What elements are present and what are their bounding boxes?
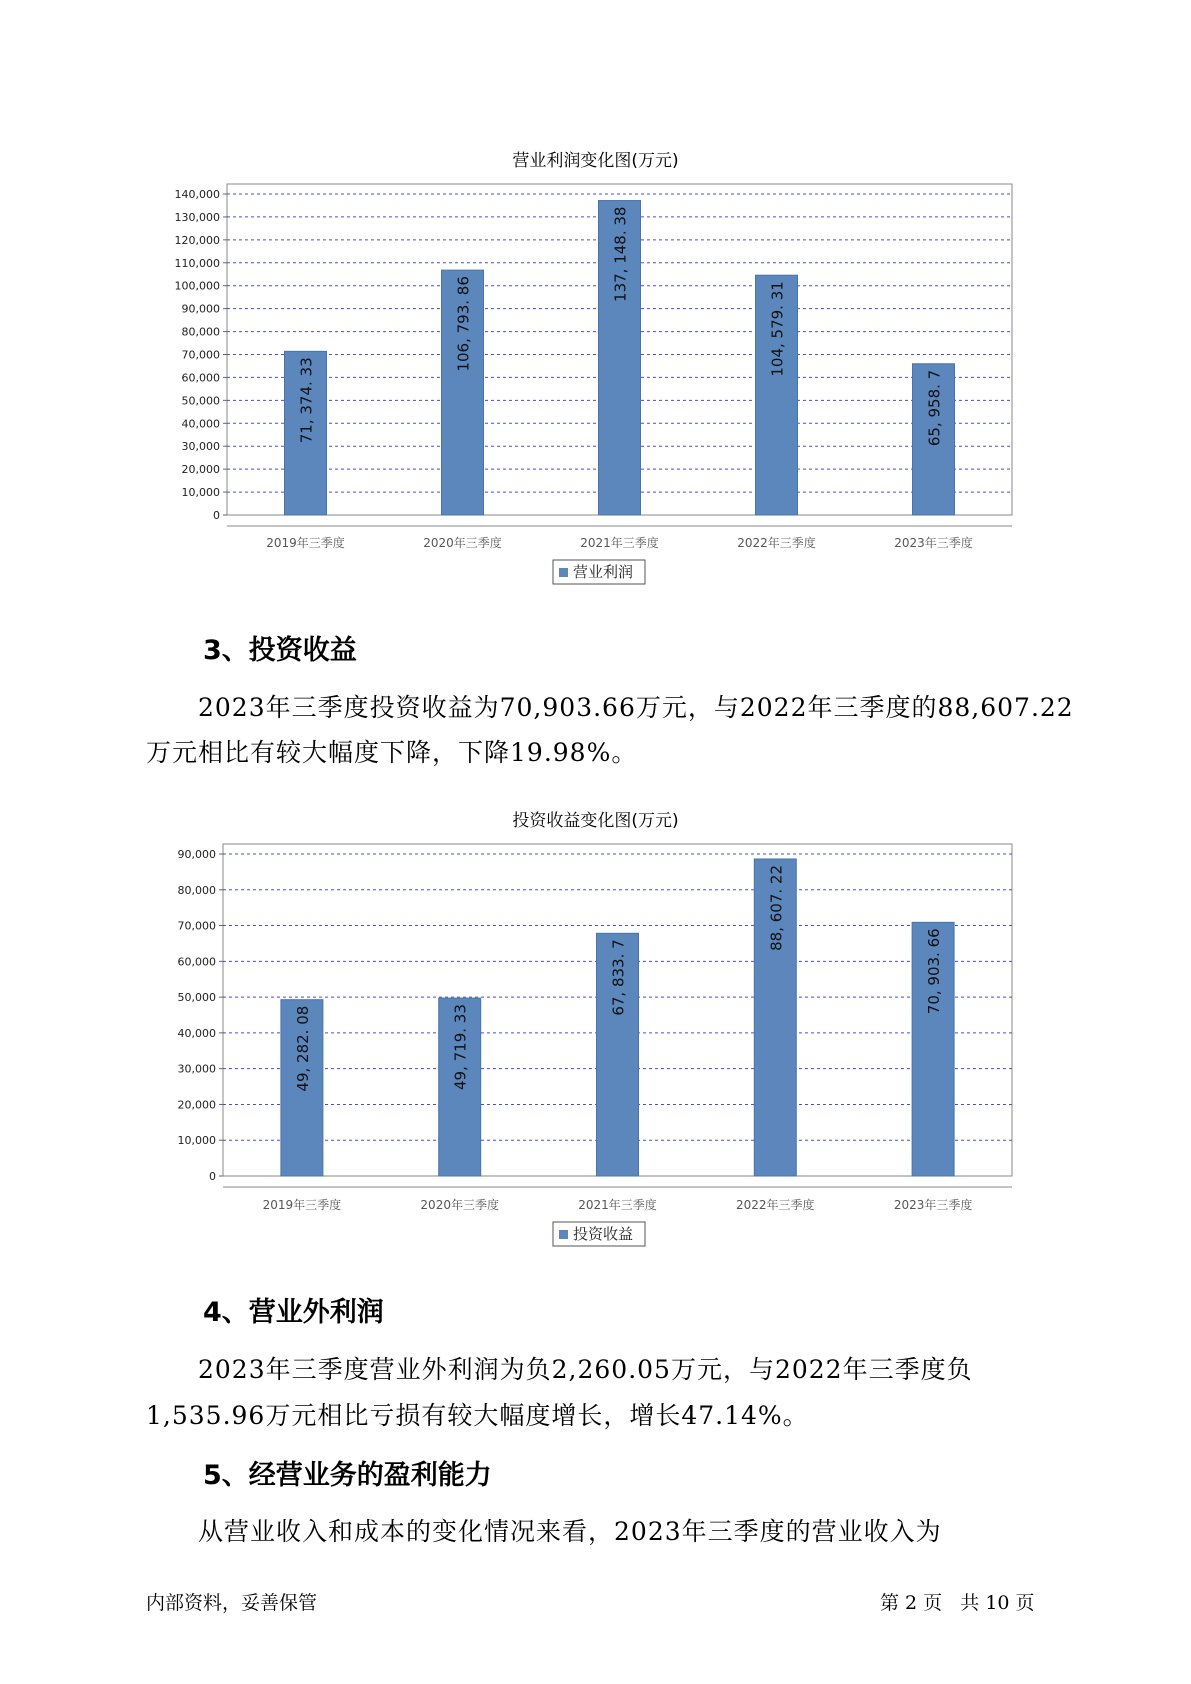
y-tick-label: 60,000 <box>177 955 216 969</box>
y-tick-label: 10,000 <box>181 486 220 500</box>
data-label: 65, 958. 7 <box>925 369 944 447</box>
legend-label: 投资收益 <box>573 1225 634 1243</box>
data-label: 71, 374. 33 <box>297 357 316 444</box>
data-label: 106, 793. 86 <box>454 276 473 372</box>
x-tick-label: 2022年三季度 <box>737 536 816 550</box>
chart-title-operating-profit: 营业利润变化图(万元) <box>512 151 679 171</box>
y-tick-label: 70,000 <box>177 919 216 933</box>
data-label: 137, 148. 38 <box>611 206 630 302</box>
chart-title-investment-income: 投资收益变化图(万元) <box>512 811 679 831</box>
y-tick-label: 30,000 <box>177 1062 216 1076</box>
y-tick-label: 0 <box>209 1170 216 1183</box>
y-tick-label: 50,000 <box>177 991 216 1005</box>
section-4-heading: 4、营业外利润 <box>203 1297 384 1328</box>
data-label: 88, 607. 22 <box>767 864 786 951</box>
y-tick-label: 110,000 <box>174 256 220 270</box>
y-tick-label: 50,000 <box>181 394 220 408</box>
operating-profit-chart <box>0 170 1191 610</box>
section-3-line-1: 2023年三季度投资收益为70,903.66万元，与2022年三季度的88,607.22 <box>198 693 1074 722</box>
footer-confidential-note: 内部资料，妥善保管 <box>146 1592 318 1614</box>
footer-page-number: 第 2 页 共 10 页 <box>880 1592 1035 1614</box>
y-tick-label: 140,000 <box>174 188 220 201</box>
x-tick-label: 2023年三季度 <box>894 536 973 550</box>
section-5-line-1: 从营业收入和成本的变化情况来看，2023年三季度的营业收入为 <box>198 1517 942 1546</box>
y-tick-label: 10,000 <box>177 1134 216 1148</box>
x-tick-label: 2021年三季度 <box>580 536 659 550</box>
y-tick-label: 100,000 <box>174 279 220 293</box>
y-tick-label: 30,000 <box>181 440 220 454</box>
y-tick-label: 0 <box>213 509 220 522</box>
y-tick-label: 80,000 <box>181 325 220 339</box>
y-tick-label: 40,000 <box>177 1026 216 1040</box>
x-tick-label: 2019年三季度 <box>266 536 345 550</box>
section-4-line-1: 2023年三季度营业外利润为负2,260.05万元，与2022年三季度负 <box>198 1355 973 1384</box>
y-tick-label: 130,000 <box>174 210 220 224</box>
data-label: 49, 719. 33 <box>451 1004 470 1091</box>
section-3-line-2: 万元相比有较大幅度下降，下降19.98%。 <box>146 738 638 767</box>
data-label: 49, 282. 08 <box>293 1005 312 1092</box>
section-3-heading: 3、投资收益 <box>203 635 357 666</box>
y-tick-label: 80,000 <box>177 883 216 897</box>
x-tick-label: 2020年三季度 <box>420 1198 499 1212</box>
y-tick-label: 70,000 <box>181 348 220 362</box>
y-tick-label: 120,000 <box>174 233 220 247</box>
x-tick-label: 2023年三季度 <box>893 1198 973 1212</box>
y-tick-label: 40,000 <box>181 417 220 431</box>
data-label: 67, 833. 7 <box>609 939 628 1016</box>
section-5-heading: 5、经营业务的盈利能力 <box>203 1460 492 1491</box>
y-tick-label: 20,000 <box>181 463 220 477</box>
x-tick-label: 2021年三季度 <box>578 1198 657 1212</box>
x-tick-label: 2022年三季度 <box>736 1198 815 1212</box>
section-4-line-2: 1,535.96万元相比亏损有较大幅度增长，增长47.14%。 <box>146 1401 809 1430</box>
y-tick-label: 20,000 <box>177 1098 216 1112</box>
investment-income-chart <box>0 830 1191 1250</box>
y-tick-label: 60,000 <box>181 371 220 385</box>
data-label: 70, 903. 66 <box>925 928 944 1015</box>
legend-label: 营业利润 <box>573 563 634 581</box>
x-tick-label: 2020年三季度 <box>423 536 502 550</box>
legend-swatch <box>559 1230 568 1239</box>
data-label: 104, 579. 31 <box>768 281 787 377</box>
y-tick-label: 90,000 <box>177 848 216 861</box>
y-tick-label: 90,000 <box>181 302 220 316</box>
legend-swatch <box>559 568 568 577</box>
x-tick-label: 2019年三季度 <box>262 1198 342 1212</box>
